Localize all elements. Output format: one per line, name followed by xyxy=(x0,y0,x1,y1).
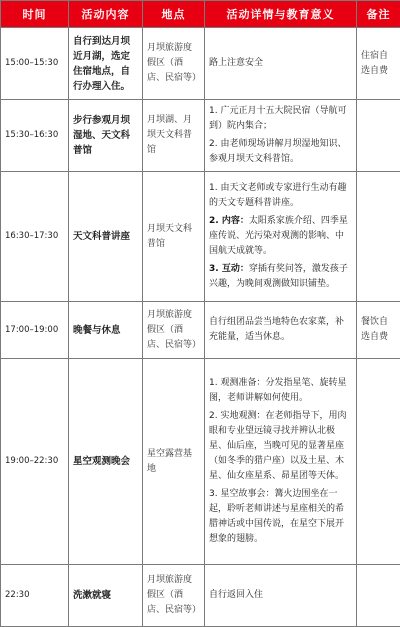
detail-lead: 2. 内容： xyxy=(209,216,249,226)
detail-text: 2. 实地观测：在老师指导下，用肉眼和专业望远镜寻找并辨认北极星、仙后座，当晚可见的显著星座（如冬季的猎户座）以及土星、木星、仙女座星系、昴星团等天体。 xyxy=(209,411,346,481)
table-row xyxy=(1,28,400,100)
detail-text: 1. 由天文老师或专家进行生动有趣的天文专题科普讲座。 xyxy=(209,183,346,208)
header-activity: 活动内容 xyxy=(69,1,143,28)
location-cell: 星空露营基地 xyxy=(143,359,205,565)
detail-text: 自行组团品尝当地特色农家菜，补充能量，适当休息。 xyxy=(209,317,344,342)
header-details: 活动详情与教育意义 xyxy=(205,1,357,28)
detail-item xyxy=(209,56,352,71)
detail-item xyxy=(209,104,352,134)
details-cell xyxy=(205,302,357,359)
detail-text: 穿插有奖问答，激发孩子兴趣，为晚间观测做知识铺垫。 xyxy=(209,264,348,289)
time-cell: 15:30–16:30 xyxy=(1,100,69,172)
location-cell: 月坝湖、月坝天文科普馆 xyxy=(143,100,205,172)
details-cell xyxy=(205,172,357,302)
detail-item xyxy=(209,588,352,603)
activity-cell: 星空观测晚会 xyxy=(69,359,143,565)
details-cell xyxy=(205,359,357,565)
note-cell: 住宿自选自费 xyxy=(357,28,400,100)
header-note: 备注 xyxy=(357,1,400,28)
activity-cell: 自行到达月坝近月湖，选定住宿地点，自行办理入住。 xyxy=(69,28,143,100)
detail-text: 路上注意安全 xyxy=(209,58,263,68)
detail-item xyxy=(209,487,352,547)
table-row xyxy=(1,565,400,627)
time-cell: 17:00–19:00 xyxy=(1,302,69,359)
activity-cell: 晚餐与休息 xyxy=(69,302,143,359)
table-row xyxy=(1,100,400,172)
note-cell xyxy=(357,359,400,565)
detail-item xyxy=(209,262,352,292)
time-cell: 16:30–17:30 xyxy=(1,172,69,302)
time-cell: 19:00–22:30 xyxy=(1,359,69,565)
table-row xyxy=(1,302,400,359)
location-cell: 月坝旅游度假区（酒店、民宿等） xyxy=(143,28,205,100)
note-cell xyxy=(357,172,400,302)
note-cell xyxy=(357,565,400,627)
detail-item xyxy=(209,214,352,259)
details-cell xyxy=(205,28,357,100)
detail-text: 1. 广元正月十五大院民宿（导航可到）院内集合； xyxy=(209,106,346,131)
note-cell: 餐饮自选自费 xyxy=(357,302,400,359)
detail-text: 自行返回入住 xyxy=(209,590,263,600)
location-cell: 月坝天文科普馆 xyxy=(143,172,205,302)
header-location: 地点 xyxy=(143,1,205,28)
table-row xyxy=(1,172,400,302)
detail-lead: 3. 互动： xyxy=(209,264,249,274)
note-cell xyxy=(357,100,400,172)
detail-text: 2. 由老师现场讲解月坝湿地知识、参观月坝天文科普馆。 xyxy=(209,139,346,164)
detail-text: 太阳系家族介绍、四季星座传说、光污染对观测的影响、中国航天成就等。 xyxy=(209,216,348,256)
header-row xyxy=(1,1,400,28)
activity-cell: 步行参观月坝湿地、天文科普馆 xyxy=(69,100,143,172)
location-cell: 月坝旅游度假区（酒店、民宿等） xyxy=(143,565,205,627)
details-cell xyxy=(205,100,357,172)
time-cell: 15:00–15:30 xyxy=(1,28,69,100)
detail-text: 1. 观测准备：分发指星笔、旋转星图，老师讲解如何使用。 xyxy=(209,378,346,403)
activity-cell: 洗漱就寝 xyxy=(69,565,143,627)
time-cell: 22:30 xyxy=(1,565,69,627)
detail-item xyxy=(209,315,352,345)
details-cell xyxy=(205,565,357,627)
detail-item xyxy=(209,409,352,484)
detail-text: 3. 星空故事会：篝火边围坐在一起，聆听老师讲述与星座相关的希腊神话或中国传说，在星空下展开想象的翅膀。 xyxy=(209,489,344,544)
header-time: 时间 xyxy=(1,1,69,28)
location-cell: 月坝旅游度假区（酒店、民宿等） xyxy=(143,302,205,359)
detail-item xyxy=(209,137,352,167)
detail-item xyxy=(209,181,352,211)
detail-item xyxy=(209,376,352,406)
activity-cell: 天文科普讲座 xyxy=(69,172,143,302)
table-row xyxy=(1,359,400,565)
